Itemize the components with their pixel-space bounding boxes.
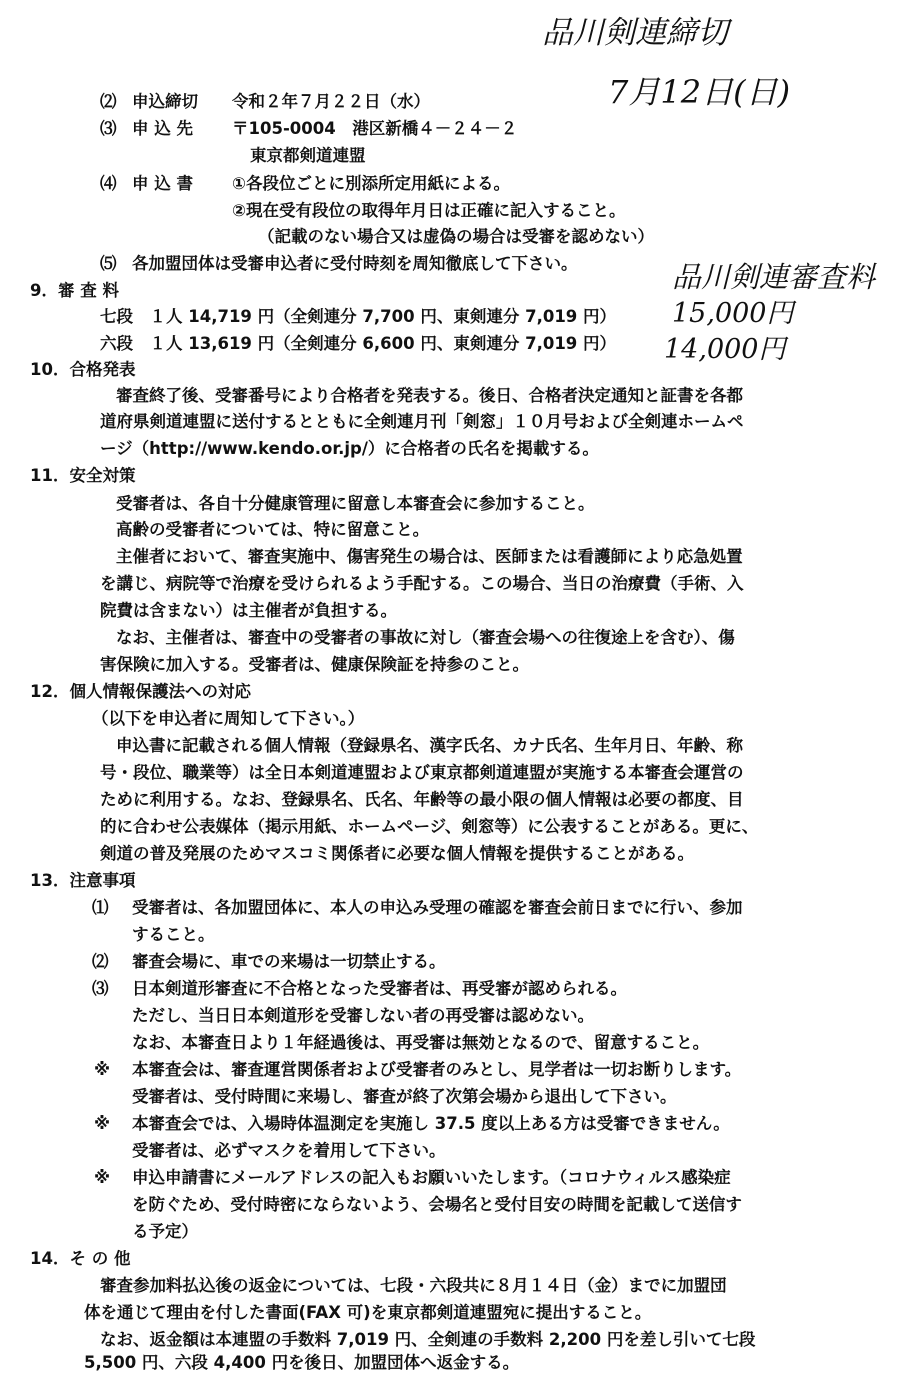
safety-line-7: 害保険に加入する。受審者は、健康保険証を持参のこと。: [100, 655, 529, 674]
handwritten-fee-7dan: 15,000円: [672, 298, 794, 329]
asterisk-2: ※: [94, 1114, 111, 1133]
fees-6dan: 六段 １人 13,619 円（全剣連分 6,600 円、東剣連分 7,019 円）: [100, 334, 617, 353]
handwritten-deadline-label: 品川剣連締切: [542, 15, 728, 51]
fees-heading: 9．審 査 料: [30, 281, 119, 300]
handwritten-fee-6dan: 14,000円: [664, 334, 786, 365]
safety-line-5: 院費は含まない）は主催者が負担する。: [100, 601, 397, 620]
note-3-line-3: なお、本審査日より１年経過後は、再受審は無効となるので、留意すること。: [132, 1033, 710, 1052]
privacy-line-4: ために利用する。なお、登録県名、氏名、年齢等の最小限の個人情報は必要の都度、目: [100, 790, 744, 809]
privacy-line-6: 剣道の普及発展のためマスコミ関係者に必要な個人情報を提供することがある。: [100, 844, 694, 863]
deadline-value: 令和２年７月２２日（水）: [232, 92, 430, 111]
notice-number: ⑸: [100, 254, 117, 273]
privacy-line-2: 申込書に記載される個人情報（登録県名、漢字氏名、カナ氏名、生年月日、年齢、称: [116, 736, 743, 755]
destination-address: 〒105-0004 港区新橋４－２４－２: [232, 119, 518, 138]
special-2-line-1: 本審査会では、入場時体温測定を実施し 37.5 度以上ある方は受審できません。: [132, 1114, 730, 1133]
other-line-4: 5,500 円、六段 4,400 円を後日、加盟団体へ返金する。: [84, 1353, 520, 1372]
special-2-line-2: 受審者は、必ずマスクを着用して下さい。: [132, 1141, 446, 1160]
handwritten-fee-label: 品川剣連審査料: [672, 260, 876, 294]
results-line-1: 審査終了後、受審番号により合格者を発表する。後日、合格者決定通知と証書を各都: [116, 386, 743, 405]
privacy-heading: 12．個人情報保護法への対応: [30, 682, 251, 701]
results-line-2: 道府県剣道連盟に送付するとともに全剣連月刊「剣窓」１０月号および全剣連ホームペ: [100, 412, 744, 431]
handwritten-deadline-date: 7月12日(日): [608, 73, 791, 111]
safety-heading: 11．安全対策: [30, 466, 136, 485]
notice-text: 各加盟団体は受審申込者に受付時刻を周知徹底して下さい。: [132, 254, 578, 273]
fees-7dan: 七段 １人 14,719 円（全剣連分 7,700 円、東剣連分 7,019 円）: [100, 307, 617, 326]
note-1-line-1: 受審者は、各加盟団体に、本人の申込み受理の確認を審査会前日までに行い、参加: [132, 898, 743, 917]
destination-label: 申 込 先: [132, 119, 193, 138]
destination-number: ⑶: [100, 119, 117, 138]
form-number: ⑷: [100, 174, 117, 193]
asterisk-1: ※: [94, 1060, 111, 1079]
note-2-line-1: 審査会場に、車での来場は一切禁止する。: [132, 952, 446, 971]
deadline-number: ⑵: [100, 92, 117, 111]
privacy-line-3: 号・段位、職業等）は全日本剣道連盟および東京都剣道連盟が実施する本審査会運営の: [100, 763, 744, 782]
safety-line-4: を講じ、病院等で治療を受けられるよう手配する。この場合、当日の治療費（手術、入: [100, 574, 744, 593]
notes-heading: 13．注意事項: [30, 871, 136, 890]
deadline-label: 申込締切: [132, 92, 198, 111]
safety-line-3: 主催者において、審査実施中、傷害発生の場合は、医師または看護師により応急処置: [116, 547, 743, 566]
privacy-line-1: （以下を申込者に周知して下さい。）: [92, 709, 365, 728]
asterisk-3: ※: [94, 1168, 111, 1187]
special-1-line-2: 受審者は、受付時間に来場し、審査が終了次第会場から退出して下さい。: [132, 1087, 677, 1106]
safety-line-6: なお、主催者は、審査中の受審者の事故に対し（審査会場への往復途上を含む）、傷: [116, 628, 735, 647]
note-1-number: ⑴: [92, 898, 109, 917]
results-heading: 10．合格発表: [30, 360, 136, 379]
special-3-line-1: 申込申請書にメールアドレスの記入もお願いいたします。（コロナウィルス感染症: [132, 1168, 731, 1187]
note-3-line-2: ただし、当日日本剣道形を受審しない者の再受審は認めない。: [132, 1006, 594, 1025]
results-line-3: ージ（http://www.kendo.or.jp/）に合格者の氏名を掲載する。: [100, 439, 599, 458]
privacy-line-5: 的に合わせ公表媒体（掲示用紙、ホームページ、剣窓等）に公表することがある。更に、: [100, 817, 759, 836]
other-line-1: 審査参加料払込後の返金については、七段・六段共に８月１４日（金）までに加盟団: [100, 1276, 727, 1295]
form-label: 申 込 書: [132, 174, 193, 193]
form-line-1: ①各段位ごとに別添所定用紙による。: [232, 174, 510, 193]
note-1-line-2: すること。: [132, 925, 215, 944]
note-2-number: ⑵: [92, 952, 109, 971]
form-line-2: ②現在受有段位の取得年月日は正確に記入すること。: [232, 201, 626, 220]
destination-org: 東京都剣道連盟: [250, 146, 366, 165]
special-3-line-3: る予定）: [132, 1222, 198, 1241]
other-heading: 14．そ の 他: [30, 1249, 131, 1268]
safety-line-1: 受審者は、各自十分健康管理に留意し本審査会に参加すること。: [116, 494, 595, 513]
note-3-line-1: 日本剣道形審査に不合格となった受審者は、再受審が認められる。: [132, 979, 627, 998]
special-3-line-2: を防ぐため、受付時密にならないよう、会場名と受付目安の時間を記載して送信す: [132, 1195, 742, 1214]
note-3-number: ⑶: [92, 979, 109, 998]
other-line-3: なお、返金額は本連盟の手数料 7,019 円、全剣連の手数料 2,200 円を差し引いて七段: [100, 1330, 756, 1349]
safety-line-2: 高齢の受審者については、特に留意こと。: [116, 520, 430, 539]
special-1-line-1: 本審査会は、審査運営関係者および受審者のみとし、見学者は一切お断りします。: [132, 1060, 742, 1079]
form-line-3: （記載のない場合又は虚偽の場合は受審を認めない）: [258, 227, 654, 246]
other-line-2: 体を通じて理由を付した書面(FAX 可)を東京都剣道連盟宛に提出すること。: [84, 1303, 652, 1322]
